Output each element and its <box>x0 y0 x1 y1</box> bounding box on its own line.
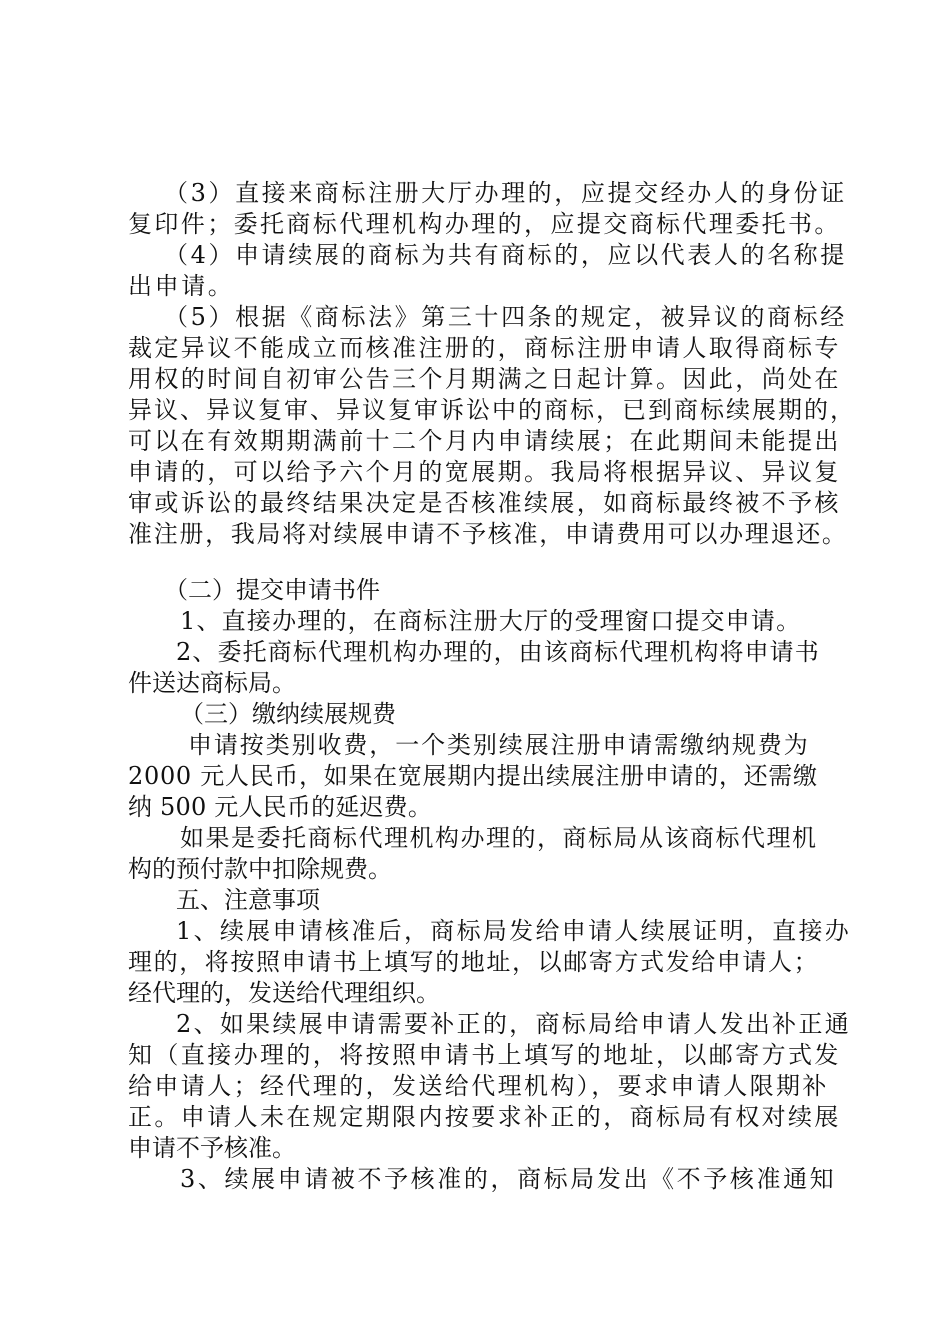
text-line: 知（直接办理的，将按照申请书上填写的地址，以邮寄方式发 <box>128 1041 841 1069</box>
text-line: 件送达商标局。 <box>128 669 296 697</box>
text-line: 理的，将按照申请书上填写的地址，以邮寄方式发给申请人； <box>128 948 820 976</box>
text-line: 申请按类别收费，一个类别续展注册申请需缴纳规费为 <box>188 731 810 759</box>
text-line: 构的预付款中扣除规费。 <box>128 855 392 883</box>
text-line: 1、续展申请核准后，商标局发给申请人续展证明，直接办 <box>176 917 852 945</box>
text-line: 申请不予核准。 <box>128 1134 296 1162</box>
text-line: （4）申请续展的商标为共有商标的，应以代表人的名称提 <box>164 241 847 269</box>
text-line: 2、如果续展申请需要补正的，商标局给申请人发出补正通 <box>176 1010 852 1038</box>
text-line: （3）直接来商标注册大厅办理的，应提交经办人的身份证 <box>164 179 847 207</box>
section-heading: 五、注意事项 <box>176 886 320 914</box>
text-line: 裁定异议不能成立而核准注册的，商标注册申请人取得商标专 <box>128 334 841 362</box>
text-line: 申请的，可以给予六个月的宽展期。我局将根据异议、异议复 <box>128 458 841 486</box>
text-line: 异议、异议复审、异议复审诉讼中的商标，已到商标续展期的， <box>128 396 856 424</box>
text-line: 可以在有效期期满前十二个月内申请续展；在此期间未能提出 <box>128 427 841 455</box>
text-line: 经代理的，发送给代理组织。 <box>128 979 440 1007</box>
text-line: 1、直接办理的，在商标注册大厅的受理窗口提交申请。 <box>180 607 802 635</box>
text-line: 2、委托商标代理机构办理的，由该商标代理机构将申请书 <box>176 638 820 666</box>
text-line: 3、续展申请被不予核准的，商标局发出《不予核准通知 <box>180 1165 837 1193</box>
section-heading: （二）提交申请书件 <box>164 576 380 604</box>
text-line: 给申请人；经代理的，发送给代理机构），要求申请人限期补 <box>128 1072 829 1100</box>
text-line: 用权的时间自初审公告三个月期满之日起计算。因此，尚处在 <box>128 365 841 393</box>
text-line: 复印件；委托商标代理机构办理的，应提交商标代理委托书。 <box>128 210 841 238</box>
text-line: 正。申请人未在规定期限内按要求补正的，商标局有权对续展 <box>128 1103 841 1131</box>
text-line: 2000 元人民币，如果在宽展期内提出续展注册申请的，还需缴 <box>128 762 818 790</box>
section-heading: （三）缴纳续展规费 <box>180 700 396 728</box>
text-line: 审或诉讼的最终结果决定是否核准续展，如商标最终被不予核 <box>128 489 841 517</box>
text-line: 纳 500 元人民币的延迟费。 <box>128 793 433 821</box>
text-line: 如果是委托商标代理机构办理的，商标局从该商标代理机 <box>180 824 818 852</box>
text-line: （5）根据《商标法》第三十四条的规定，被异议的商标经 <box>164 303 847 331</box>
text-line: 准注册，我局将对续展申请不予核准，申请费用可以办理退还。 <box>128 520 848 548</box>
text-line: 出申请。 <box>128 272 235 300</box>
